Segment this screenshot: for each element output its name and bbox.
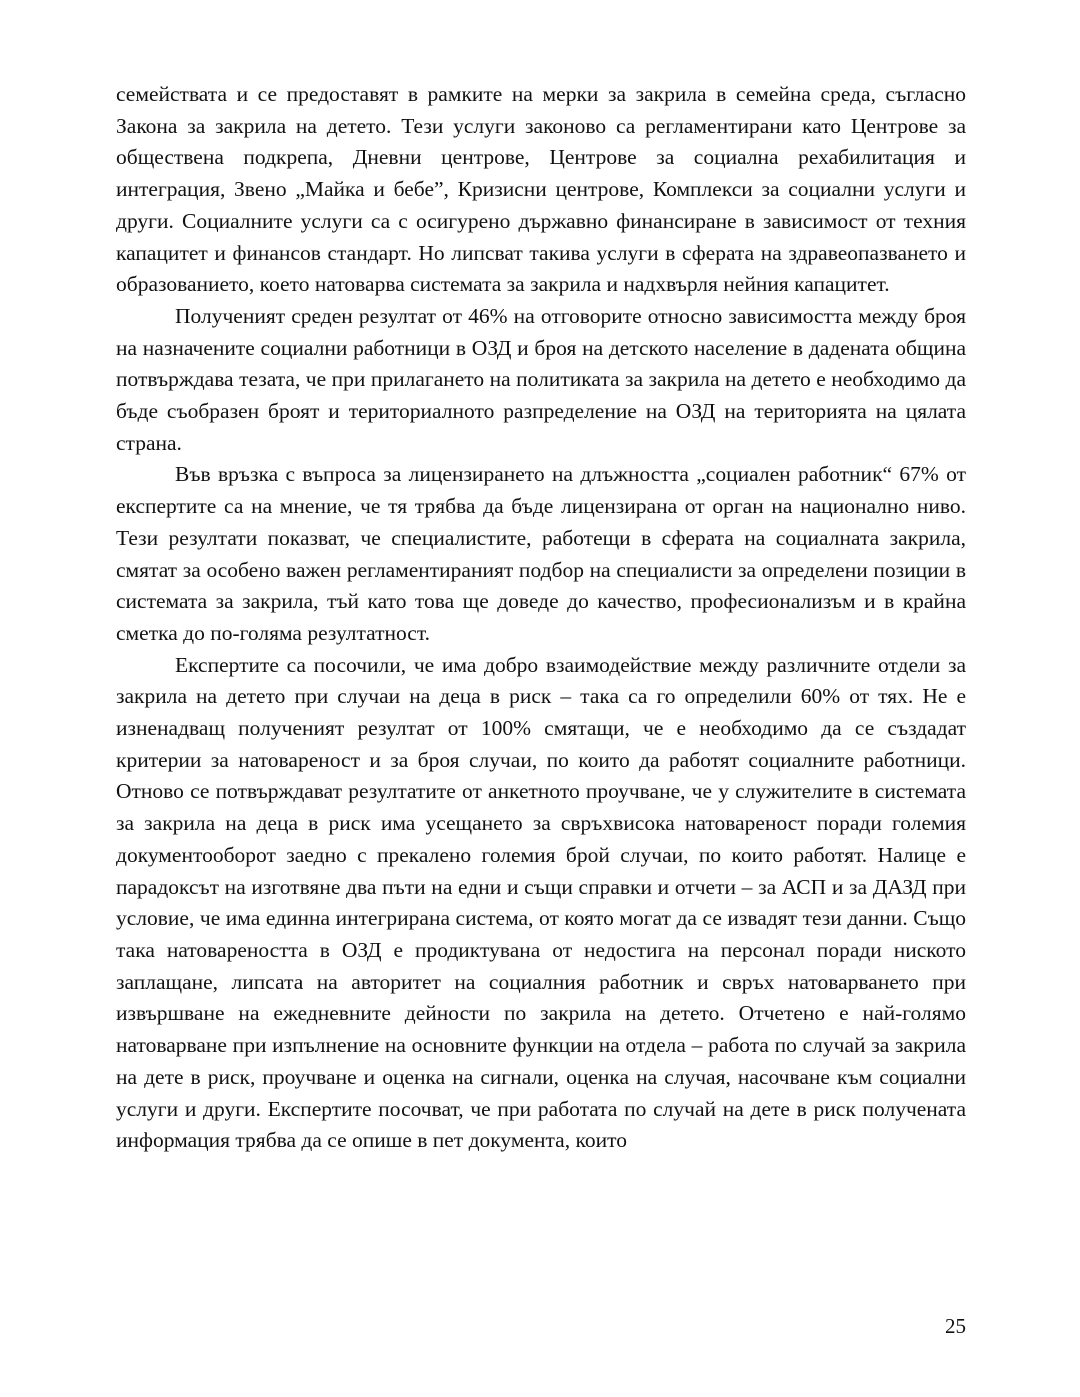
page-number: 25 (945, 1314, 966, 1338)
document-body (116, 79, 966, 1157)
paragraph-average-result: Полученият среден резултат от 46% на отговорите относно зависимостта между броя на назначените социални работници в ОЗД и броя на детското население в дадената община потвърждава тезата, че при прилагането на политиката за закрила на детето е необходимо да бъде съобразен броят и териториалното разпределение на ОЗД на територията на цялата страна. (116, 303, 966, 455)
paragraph-experts-interaction: Експертите са посочили, че има добро взаимодействие между различните отдели за закрила на детето при случаи на деца в риск – така са го определили 60% от тях. Не е изненадващ полученият резултат от 100% смятащи, че е необходимо да се създадат критерии за натовареност и за броя случаи, по които да работят социалните работници. Отново се потвърждават резултатите от анкетното проучване, че у служителите в системата за закрила на деца в риск има усещането за свръхвисока натовареност поради големия документооборот заедно с прекалено големия брой случаи, по които работят. Налице е парадоксът на изготвяне два пъти на едни и същи справки и отчети – за АСП и за ДАЗД при условие, че има единна интегрирана система, от която могат да се извадят тези данни. Също така натовареността в ОЗД е продиктувана от недостига на персонал поради ниското заплащане, липсата на авторитет на социалния работник и свръх натоварването при извършване на ежедневните дейности по закрила на детето. Отчетено е най-голямо натоварване при изпълнение на основните функции на отдела – работа по случай за закрила на дете в риск, проучване и оценка на сигнали, оценка на случая, насочване към социални услуги и други. Експертите посочват, че при работата по случай на дете в риск получената информация трябва да се опише в пет документа, които (116, 652, 966, 1153)
paragraph-licensing: Във връзка с въпроса за лицензирането на длъжността „социален работник“ 67% от експертите са на мнение, че тя трябва да бъде лицензирана от орган на национално ниво. Тези резултати показват, че специалистите, работещи в сферата на социалната закрила, смятат за особено важен регламентираният подбор на специалисти за определени позиции в системата за закрила, тъй като това ще доведе до качество, професионализъм и в крайна сметка до по-голяма резултатност. (116, 462, 966, 645)
paragraph-social-services: семействата и се предоставят в рамките на мерки за закрила в семейна среда, съгласно Закона за закрила на детето. Тези услуги законово са регламентирани като Центрове за обществена подкрепа, Дневни центрове, Центрове за социална рехабилитация и интеграция, Звено „Майка и бебе”, Кризисни центрове, Комплекси за социални услуги и други. Социалните услуги са с осигурено държавно финансиране в зависимост от техния капацитет и финансов стандарт. Но липсват такива услуги в сферата на здравеопазването и образованието, което натоварва системата за закрила и надхвърля нейния капацитет. (116, 82, 966, 297)
